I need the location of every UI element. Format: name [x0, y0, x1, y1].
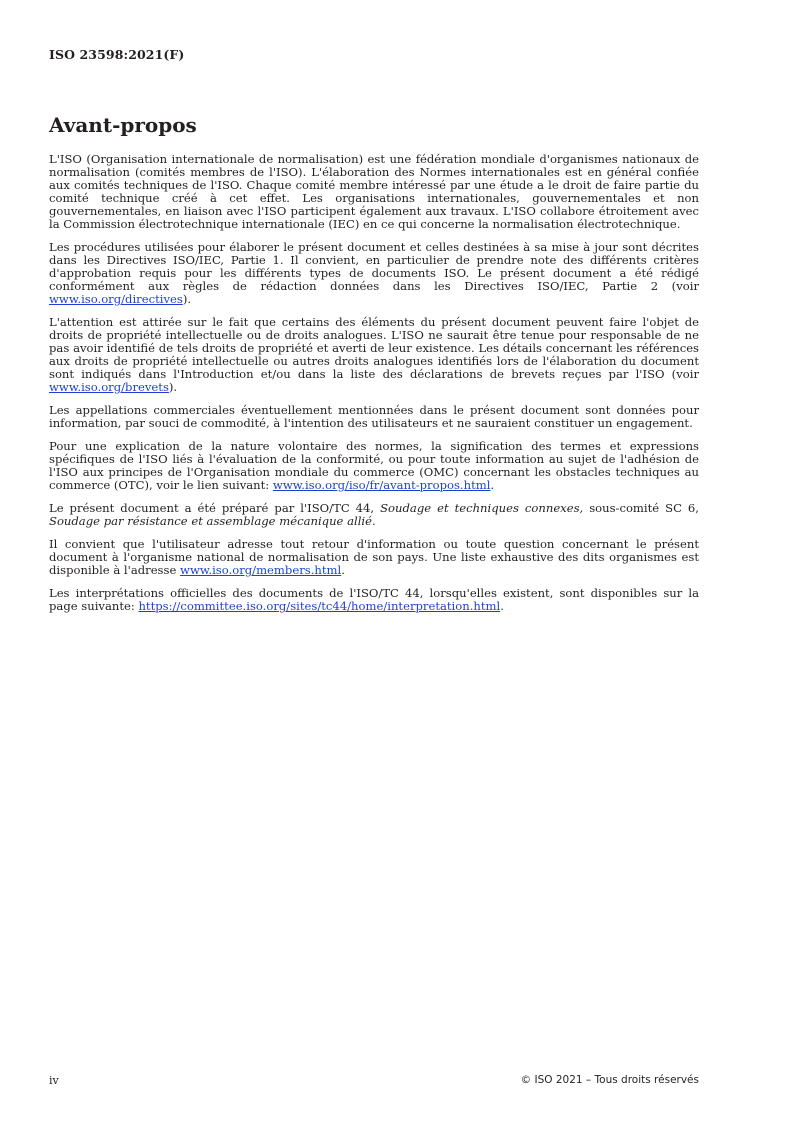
paragraph-patents — [49, 316, 699, 394]
paragraph-text: ). — [182, 292, 192, 306]
document-body — [49, 153, 699, 623]
paragraph-interpretations — [49, 587, 699, 613]
page-title: Avant-propos — [49, 113, 197, 137]
paragraph-text: . — [341, 563, 345, 577]
paragraph-text: Les interprétations officielles des documents de l'ISO/TC 44, lorsqu'elles existent, sont disponibles sur la page suivante: — [49, 586, 699, 613]
paragraph-iso-intro: L'ISO (Organisation internationale de normalisation) est une fédération mondiale d'organismes nationaux de normalisation (comités membres de l'ISO). L'élaboration des Normes internationales est en général confiée aux comités techniques de l'ISO. Chaque comité membre intéressé par une étude a le droit de faire partie du comité technique créé à cet effet. Les organisations internationales, gouvernementales et non gouvernementales, en liaison avec l'ISO participent également aux travaux. L'ISO collabore étroitement avec la Commission électrotechnique internationale (IEC) en ce qui concerne la normalisation électrotechnique. — [49, 152, 699, 231]
paragraph-text: Il convient que l'utilisateur adresse tout retour d'information ou toute question concernant le présent document à l'organisme national de normalisation de son pays. Une liste exhaustive des dits organismes est disponible à l'adresse — [49, 537, 699, 577]
foreword-link[interactable]: www.iso.org/iso/fr/avant-propos.html — [272, 478, 491, 492]
paragraph-voluntary-nature — [49, 440, 699, 492]
page-number: iv — [49, 1074, 59, 1087]
paragraph-text: . — [490, 478, 495, 492]
members-link[interactable]: www.iso.org/members.html — [180, 563, 342, 577]
paragraph-procedures — [49, 241, 699, 306]
directives-link[interactable]: www.iso.org/directives — [49, 292, 183, 306]
paragraph-feedback — [49, 538, 699, 577]
paragraph-text: Pour une explication de la nature volontaire des normes, la signification des termes et expressions spécifiques de l'ISO liés à l'évaluation de la conformité, ou pour toute information au sujet de l'adhésion de l'ISO aux principes de l'Organisation mondiale du commerce (OMC) concernant les obstacles techniques au commerce (OTC), voir le lien suivant: — [49, 439, 699, 492]
paragraph-committee — [49, 502, 699, 528]
paragraph-text: sous-comité SC 6, — [583, 501, 699, 515]
paragraph-trade-names: Les appellations commerciales éventuellement mentionnées dans le présent document sont données pour information, par souci de commodité, à l'intention des utilisateurs et ne sauraient constituer un engagement. — [49, 403, 699, 430]
paragraph-text: ). — [168, 380, 178, 394]
interpretation-link[interactable]: https://committee.iso.org/sites/tc44/home/interpretation.html — [138, 599, 501, 613]
paragraph-text: Le présent document a été préparé par l'ISO/TC 44, — [49, 501, 381, 515]
copyright-notice: © ISO 2021 – Tous droits réservés — [520, 1074, 699, 1086]
patents-link[interactable]: www.iso.org/brevets — [49, 380, 169, 394]
paragraph-text: Les procédures utilisées pour élaborer le présent document et celles destinées à sa mise à jour sont décrites dans les Directives ISO/IEC, Partie 1. Il convient, en particulier de prendre note des différents critères d'approbation requis pour les différents types de documents ISO. Le présent document a été rédigé conformément aux règles de rédaction données dans les Directives ISO/IEC, Partie 2 (voir — [49, 240, 699, 293]
paragraph-text: . — [372, 514, 376, 528]
committee-title: Soudage et techniques connexes, — [380, 501, 584, 515]
document-id: ISO 23598:2021(F) — [49, 47, 185, 62]
subcommittee-title: Soudage par résistance et assemblage mécanique allié — [49, 514, 372, 528]
paragraph-text: . — [500, 599, 504, 613]
paragraph-text: L'attention est attirée sur le fait que certains des éléments du présent document peuvent faire l'objet de droits de propriété intellectuelle ou de droits analogues. L'ISO ne saurait être tenue pour responsable de ne pas avoir identifié de tels droits de propriété et averti de leur existence. Les détails concernant les références aux droits de propriété intellectuelle ou autres droits analogues identifiés lors de l'élaboration du document sont indiqués dans l'Introduction et/ou dans la liste des déclarations de brevets reçues par l'ISO (voir — [49, 315, 699, 381]
